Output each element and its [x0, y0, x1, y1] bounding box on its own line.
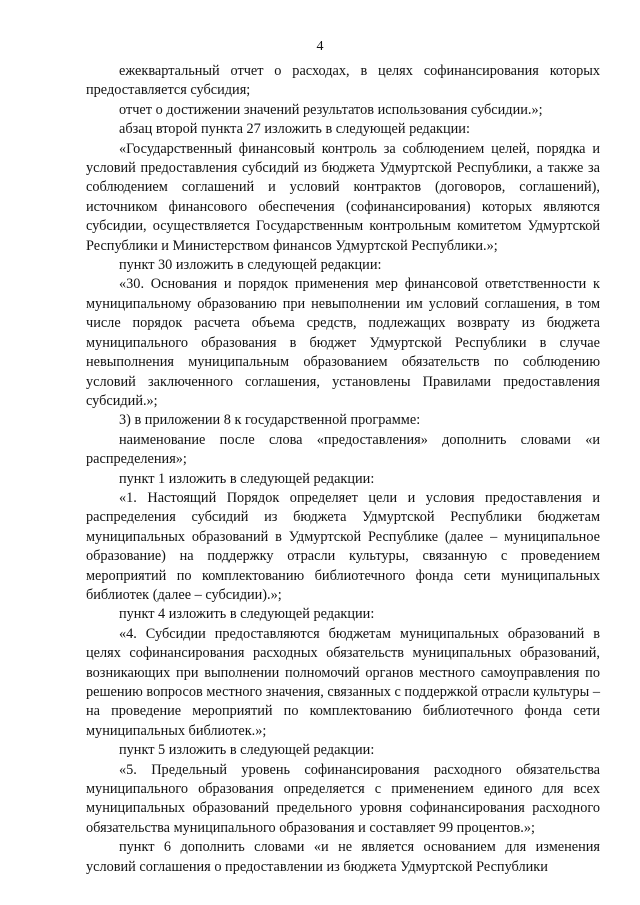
paragraph-clause-4-intro: пункт 4 изложить в следующей редакции:	[119, 606, 375, 623]
paragraph-title-amendment: наименование после слова «предоставления» дополнить словами «и распределения»;	[86, 431, 600, 468]
paragraph-clause-1-intro: пункт 1 изложить в следующей редакции:	[119, 470, 375, 487]
paragraph-clause-4: «4. Субсидии предоставляются бюджетам муниципальных образований в целях софинансирования расходных обязательств муниципальных образований, возникающих при выполнении полномочий органов местного самоуправления по решению вопросов местного значения, связанных с поддержкой отрасли культуры – на проведение мероприятий по комплектованию библиотечного фонда сети муниципальных библиотек.»;	[86, 625, 600, 739]
document-body	[86, 62, 600, 877]
paragraph-results-report: отчет о достижении значений результатов использования субсидии.»;	[119, 101, 543, 118]
paragraph-clause-5: «5. Предельный уровень софинансирования расходного обязательства муниципального образования определяется с применением единого для всех муниципальных образований предельного уровня софинансирования расходного обязательства муниципального образования и составляет 99 процентов.»;	[86, 761, 600, 836]
paragraph-appendix-8-intro: 3) в приложении 8 к государственной программе:	[119, 412, 421, 429]
paragraph-clause-5-intro: пункт 5 изложить в следующей редакции:	[119, 742, 375, 759]
paragraph-clause-27-intro: абзац второй пункта 27 изложить в следующей редакции:	[119, 121, 470, 138]
paragraph-clause-30: «30. Основания и порядок применения мер финансовой ответственности к муниципальному образованию при невыполнении им условий соглашения, в том числе порядок расчета объема средств, подлежащих возврату из бюджета муниципального образования в бюджет Удмуртской Республики в случае невыполнения муниципальным образованием обязательств по соблюдению условий заключенного соглашения, установлены Правилами предоставления субсидий.»;	[86, 276, 600, 409]
paragraph-state-control: «Государственный финансовый контроль за соблюдением целей, порядка и условий предоставления субсидий из бюджета Удмуртской Республики, а также за соблюдением соглашений и условий контрактов (договоров, соглашений), источником финансового обеспечения (софинансирования) которых являются субсидии, осуществляется Государственным контрольным комитетом Удмуртской Республики и Министерством финансов Удмуртской Республики.»;	[86, 140, 600, 254]
paragraph-clause-6: пункт 6 дополнить словами «и не является основанием для изменения условий соглашения о предоставлении из бюджета Удмуртской Республики	[86, 839, 600, 875]
paragraph-clause-1: «1. Настоящий Порядок определяет цели и условия предоставления и распределения субсидий из бюджета Удмуртской Республики бюджетам муниципальных образований в Удмуртской Республике (далее – муниципальное образование) на поддержку отрасли культуры, связанную с проведением мероприятий по комплектованию библиотечного фонда сети муниципальных библиотек (далее – субсидии).»;	[86, 489, 600, 603]
paragraph-clause-30-intro: пункт 30 изложить в следующей редакции:	[119, 257, 382, 274]
page-number: 4	[316, 39, 324, 54]
paragraph-quarterly-report: ежеквартальный отчет о расходах, в целях софинансирования которых предоставляется субсидия;	[86, 63, 600, 99]
